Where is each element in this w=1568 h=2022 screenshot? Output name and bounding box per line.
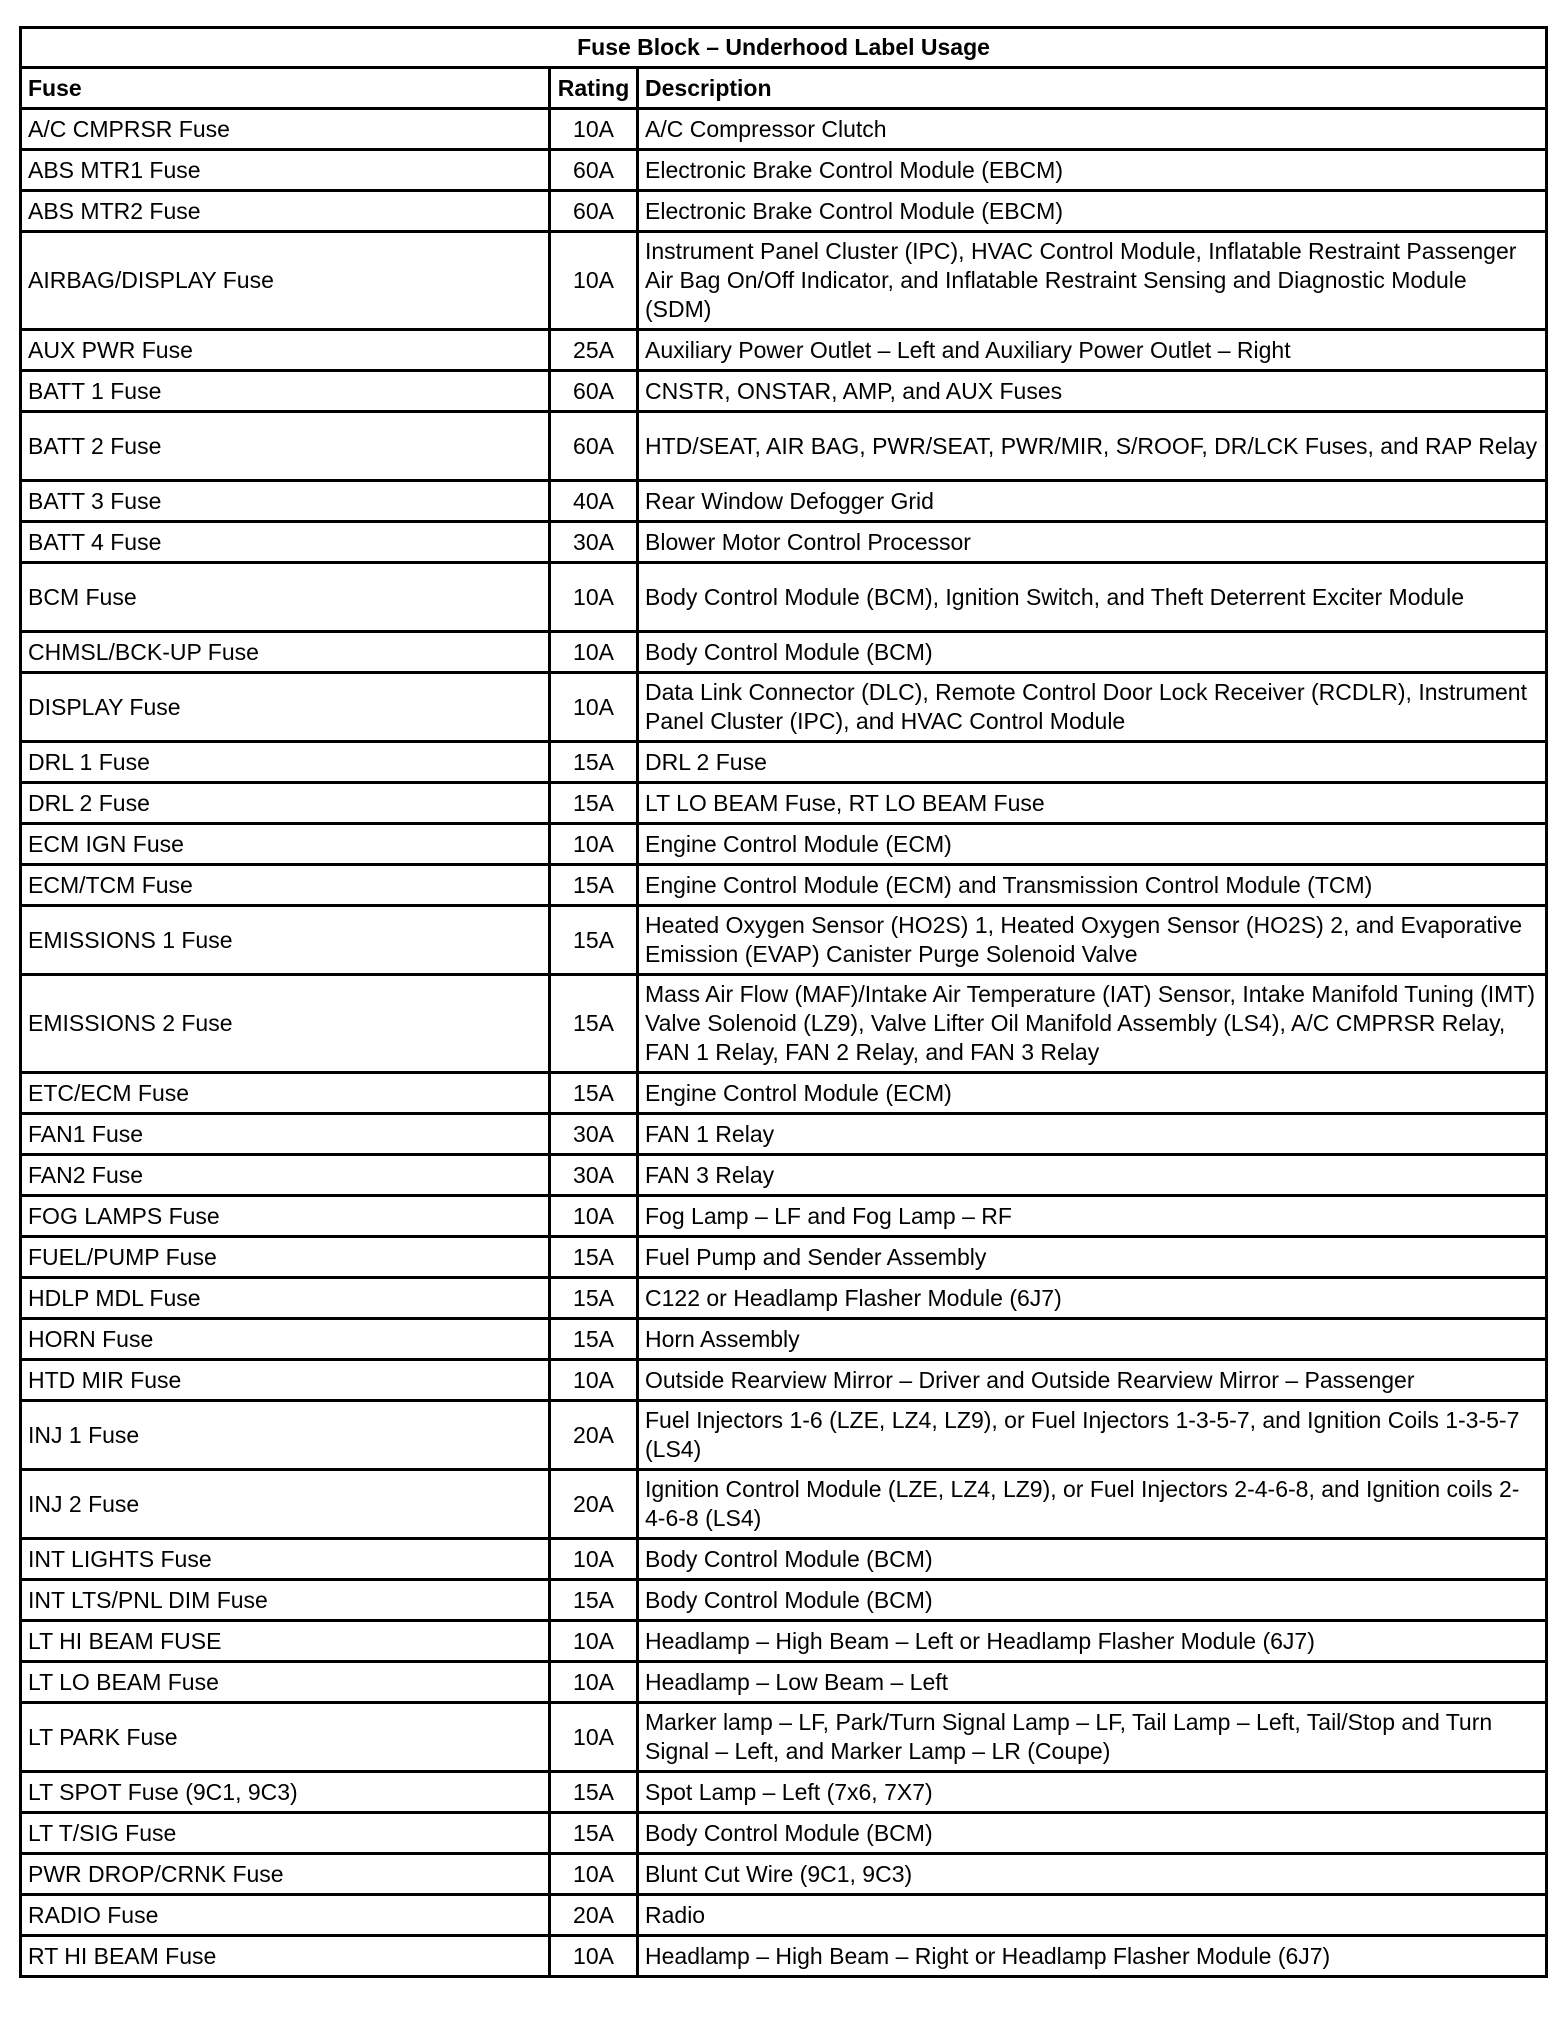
rating-cell: 40A bbox=[550, 481, 638, 522]
table-row bbox=[21, 824, 1547, 865]
rating-cell: 10A bbox=[550, 1662, 638, 1703]
rating-cell: 10A bbox=[550, 673, 638, 742]
rating-cell: 10A bbox=[550, 1539, 638, 1580]
rating-cell: 15A bbox=[550, 1237, 638, 1278]
table-row bbox=[21, 1703, 1547, 1772]
fuse-name-cell: RADIO Fuse bbox=[21, 1895, 550, 1936]
table-row bbox=[21, 1662, 1547, 1703]
description-cell: Marker lamp – LF, Park/Turn Signal Lamp – LF, Tail Lamp – Left, Tail/Stop and Turn Signal – Left, and Marker Lamp – LR (Coupe) bbox=[638, 1703, 1547, 1772]
table-row bbox=[21, 1278, 1547, 1319]
description-cell: Body Control Module (BCM), Ignition Switch, and Theft Deterrent Exciter Module bbox=[638, 563, 1547, 632]
table-row bbox=[21, 865, 1547, 906]
table-row bbox=[21, 742, 1547, 783]
table-row bbox=[21, 563, 1547, 632]
description-cell: A/C Compressor Clutch bbox=[638, 109, 1547, 150]
table-row bbox=[21, 1196, 1547, 1237]
rating-cell: 30A bbox=[550, 1155, 638, 1196]
fuse-name-cell: ABS MTR2 Fuse bbox=[21, 191, 550, 232]
description-cell: Body Control Module (BCM) bbox=[638, 1539, 1547, 1580]
rating-cell: 25A bbox=[550, 330, 638, 371]
description-cell: Engine Control Module (ECM) and Transmission Control Module (TCM) bbox=[638, 865, 1547, 906]
fuse-name-cell: LT SPOT Fuse (9C1, 9C3) bbox=[21, 1772, 550, 1813]
table-title: Fuse Block – Underhood Label Usage bbox=[21, 28, 1547, 68]
rating-cell: 10A bbox=[550, 632, 638, 673]
fuse-name-cell: CHMSL/BCK-UP Fuse bbox=[21, 632, 550, 673]
fuse-name-cell: EMISSIONS 1 Fuse bbox=[21, 906, 550, 975]
description-cell: Horn Assembly bbox=[638, 1319, 1547, 1360]
table-row bbox=[21, 109, 1547, 150]
description-cell: Fuel Pump and Sender Assembly bbox=[638, 1237, 1547, 1278]
description-cell: Headlamp – High Beam – Left or Headlamp Flasher Module (6J7) bbox=[638, 1621, 1547, 1662]
fuse-name-cell: ETC/ECM Fuse bbox=[21, 1073, 550, 1114]
rating-cell: 10A bbox=[550, 1703, 638, 1772]
table-row bbox=[21, 1539, 1547, 1580]
description-cell: Engine Control Module (ECM) bbox=[638, 824, 1547, 865]
table-row bbox=[21, 1854, 1547, 1895]
rating-cell: 15A bbox=[550, 1772, 638, 1813]
rating-cell: 10A bbox=[550, 1621, 638, 1662]
description-cell: Electronic Brake Control Module (EBCM) bbox=[638, 191, 1547, 232]
header-description: Description bbox=[638, 68, 1547, 109]
fuse-name-cell: LT PARK Fuse bbox=[21, 1703, 550, 1772]
description-cell: Mass Air Flow (MAF)/Intake Air Temperature (IAT) Sensor, Intake Manifold Tuning (IMT) Valve Solenoid (LZ9), Valve Lifter Oil Manifold Assembly (LS4), A/C CMPRSR Relay, FAN 1 Relay, FAN 2 Relay, and FAN 3 Relay bbox=[638, 975, 1547, 1073]
rating-cell: 20A bbox=[550, 1470, 638, 1539]
table-row bbox=[21, 1114, 1547, 1155]
description-cell: Heated Oxygen Sensor (HO2S) 1, Heated Oxygen Sensor (HO2S) 2, and Evaporative Emission (EVAP) Canister Purge Solenoid Valve bbox=[638, 906, 1547, 975]
header-fuse: Fuse bbox=[21, 68, 550, 109]
description-cell: Fog Lamp – LF and Fog Lamp – RF bbox=[638, 1196, 1547, 1237]
table-row bbox=[21, 1073, 1547, 1114]
rating-cell: 60A bbox=[550, 191, 638, 232]
description-cell: Body Control Module (BCM) bbox=[638, 1813, 1547, 1854]
description-cell: Data Link Connector (DLC), Remote Control Door Lock Receiver (RCDLR), Instrument Panel Cluster (IPC), and HVAC Control Module bbox=[638, 673, 1547, 742]
rating-cell: 10A bbox=[550, 232, 638, 330]
fuse-name-cell: ABS MTR1 Fuse bbox=[21, 150, 550, 191]
rating-cell: 15A bbox=[550, 906, 638, 975]
fuse-name-cell: BATT 2 Fuse bbox=[21, 412, 550, 481]
fuse-name-cell: LT LO BEAM Fuse bbox=[21, 1662, 550, 1703]
fuse-table bbox=[19, 26, 1548, 1978]
description-cell: CNSTR, ONSTAR, AMP, and AUX Fuses bbox=[638, 371, 1547, 412]
table-title-row bbox=[21, 28, 1547, 68]
fuse-name-cell: FAN1 Fuse bbox=[21, 1114, 550, 1155]
fuse-name-cell: FUEL/PUMP Fuse bbox=[21, 1237, 550, 1278]
fuse-name-cell: AUX PWR Fuse bbox=[21, 330, 550, 371]
description-cell: Headlamp – Low Beam – Left bbox=[638, 1662, 1547, 1703]
description-cell: Body Control Module (BCM) bbox=[638, 632, 1547, 673]
table-row bbox=[21, 1237, 1547, 1278]
description-cell: HTD/SEAT, AIR BAG, PWR/SEAT, PWR/MIR, S/ROOF, DR/LCK Fuses, and RAP Relay bbox=[638, 412, 1547, 481]
rating-cell: 10A bbox=[550, 1936, 638, 1977]
rating-cell: 20A bbox=[550, 1401, 638, 1470]
description-cell: Spot Lamp – Left (7x6, 7X7) bbox=[638, 1772, 1547, 1813]
rating-cell: 15A bbox=[550, 1278, 638, 1319]
table-row bbox=[21, 1936, 1547, 1977]
fuse-name-cell: LT HI BEAM FUSE bbox=[21, 1621, 550, 1662]
description-cell: Blunt Cut Wire (9C1, 9C3) bbox=[638, 1854, 1547, 1895]
fuse-name-cell: FAN2 Fuse bbox=[21, 1155, 550, 1196]
description-cell: Rear Window Defogger Grid bbox=[638, 481, 1547, 522]
description-cell: Electronic Brake Control Module (EBCM) bbox=[638, 150, 1547, 191]
table-row bbox=[21, 1155, 1547, 1196]
fuse-name-cell: A/C CMPRSR Fuse bbox=[21, 109, 550, 150]
table-row bbox=[21, 371, 1547, 412]
rating-cell: 10A bbox=[550, 1854, 638, 1895]
fuse-name-cell: LT T/SIG Fuse bbox=[21, 1813, 550, 1854]
rating-cell: 20A bbox=[550, 1895, 638, 1936]
description-cell: Ignition Control Module (LZE, LZ4, LZ9), or Fuel Injectors 2-4-6-8, and Ignition coils 2-4-6-8 (LS4) bbox=[638, 1470, 1547, 1539]
table-row bbox=[21, 906, 1547, 975]
table-row bbox=[21, 1895, 1547, 1936]
table-row bbox=[21, 481, 1547, 522]
table-row bbox=[21, 783, 1547, 824]
fuse-name-cell: ECM IGN Fuse bbox=[21, 824, 550, 865]
table-row bbox=[21, 673, 1547, 742]
rating-cell: 30A bbox=[550, 522, 638, 563]
table-row bbox=[21, 1319, 1547, 1360]
header-rating: Rating bbox=[550, 68, 638, 109]
rating-cell: 10A bbox=[550, 824, 638, 865]
rating-cell: 15A bbox=[550, 783, 638, 824]
fuse-name-cell: DRL 2 Fuse bbox=[21, 783, 550, 824]
table-row bbox=[21, 1470, 1547, 1539]
description-cell: Body Control Module (BCM) bbox=[638, 1580, 1547, 1621]
rating-cell: 15A bbox=[550, 1813, 638, 1854]
rating-cell: 60A bbox=[550, 371, 638, 412]
table-row bbox=[21, 412, 1547, 481]
table-row bbox=[21, 1813, 1547, 1854]
description-cell: Radio bbox=[638, 1895, 1547, 1936]
fuse-name-cell: INJ 1 Fuse bbox=[21, 1401, 550, 1470]
fuse-name-cell: DISPLAY Fuse bbox=[21, 673, 550, 742]
table-row bbox=[21, 1401, 1547, 1470]
rating-cell: 30A bbox=[550, 1114, 638, 1155]
description-cell: Blower Motor Control Processor bbox=[638, 522, 1547, 563]
description-cell: Instrument Panel Cluster (IPC), HVAC Control Module, Inflatable Restraint Passenger Air Bag On/Off Indicator, and Inflatable Restraint Sensing and Diagnostic Module (SDM) bbox=[638, 232, 1547, 330]
fuse-name-cell: BCM Fuse bbox=[21, 563, 550, 632]
description-cell: DRL 2 Fuse bbox=[638, 742, 1547, 783]
fuse-name-cell: INT LIGHTS Fuse bbox=[21, 1539, 550, 1580]
rating-cell: 15A bbox=[550, 975, 638, 1073]
fuse-name-cell: FOG LAMPS Fuse bbox=[21, 1196, 550, 1237]
fuse-name-cell: INJ 2 Fuse bbox=[21, 1470, 550, 1539]
rating-cell: 10A bbox=[550, 109, 638, 150]
fuse-name-cell: INT LTS/PNL DIM Fuse bbox=[21, 1580, 550, 1621]
fuse-name-cell: BATT 4 Fuse bbox=[21, 522, 550, 563]
rating-cell: 15A bbox=[550, 1073, 638, 1114]
description-cell: Outside Rearview Mirror – Driver and Outside Rearview Mirror – Passenger bbox=[638, 1360, 1547, 1401]
table-header-row bbox=[21, 68, 1547, 109]
table-row bbox=[21, 1621, 1547, 1662]
description-cell: Headlamp – High Beam – Right or Headlamp Flasher Module (6J7) bbox=[638, 1936, 1547, 1977]
rating-cell: 10A bbox=[550, 563, 638, 632]
description-cell: Engine Control Module (ECM) bbox=[638, 1073, 1547, 1114]
fuse-name-cell: BATT 1 Fuse bbox=[21, 371, 550, 412]
description-cell: Auxiliary Power Outlet – Left and Auxiliary Power Outlet – Right bbox=[638, 330, 1547, 371]
table-row bbox=[21, 1580, 1547, 1621]
rating-cell: 60A bbox=[550, 150, 638, 191]
fuse-name-cell: ECM/TCM Fuse bbox=[21, 865, 550, 906]
fuse-name-cell: RT HI BEAM Fuse bbox=[21, 1936, 550, 1977]
description-cell: Fuel Injectors 1-6 (LZE, LZ4, LZ9), or Fuel Injectors 1-3-5-7, and Ignition Coils 1-3-5-7 (LS4) bbox=[638, 1401, 1547, 1470]
fuse-name-cell: PWR DROP/CRNK Fuse bbox=[21, 1854, 550, 1895]
table-row bbox=[21, 522, 1547, 563]
rating-cell: 10A bbox=[550, 1360, 638, 1401]
description-cell: LT LO BEAM Fuse, RT LO BEAM Fuse bbox=[638, 783, 1547, 824]
rating-cell: 60A bbox=[550, 412, 638, 481]
table-row bbox=[21, 975, 1547, 1073]
table-row bbox=[21, 330, 1547, 371]
description-cell: FAN 1 Relay bbox=[638, 1114, 1547, 1155]
fuse-name-cell: AIRBAG/DISPLAY Fuse bbox=[21, 232, 550, 330]
description-cell: FAN 3 Relay bbox=[638, 1155, 1547, 1196]
table-row bbox=[21, 150, 1547, 191]
fuse-name-cell: EMISSIONS 2 Fuse bbox=[21, 975, 550, 1073]
fuse-name-cell: HDLP MDL Fuse bbox=[21, 1278, 550, 1319]
fuse-name-cell: BATT 3 Fuse bbox=[21, 481, 550, 522]
fuse-name-cell: HORN Fuse bbox=[21, 1319, 550, 1360]
fuse-name-cell: HTD MIR Fuse bbox=[21, 1360, 550, 1401]
table-row bbox=[21, 191, 1547, 232]
rating-cell: 15A bbox=[550, 1580, 638, 1621]
table-row bbox=[21, 232, 1547, 330]
table-row bbox=[21, 1360, 1547, 1401]
fuse-name-cell: DRL 1 Fuse bbox=[21, 742, 550, 783]
rating-cell: 15A bbox=[550, 865, 638, 906]
table-row bbox=[21, 632, 1547, 673]
table-row bbox=[21, 1772, 1547, 1813]
rating-cell: 10A bbox=[550, 1196, 638, 1237]
rating-cell: 15A bbox=[550, 1319, 638, 1360]
description-cell: C122 or Headlamp Flasher Module (6J7) bbox=[638, 1278, 1547, 1319]
rating-cell: 15A bbox=[550, 742, 638, 783]
